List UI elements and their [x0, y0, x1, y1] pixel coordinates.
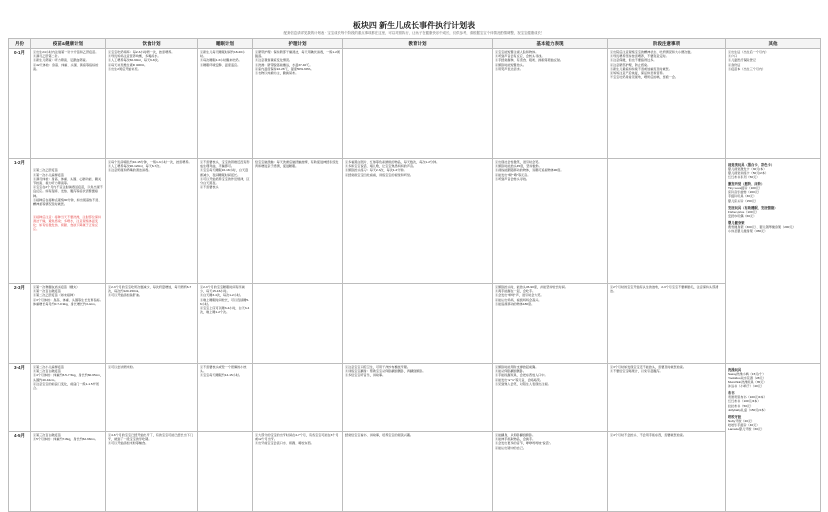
table-row: [9, 159, 821, 284]
care-cell: 给宝宝做抚触：每天洗澡后做抚触按摩，有助促进神经系统发育和增进亲子感情，促进睡眠。: [253, 159, 343, 284]
diet-cell: ①4-6个月的宝宝已经开始出牙了，有的宝宝可能已经长出下门牙，就到了一段宝宝的学吃期。 ②可以开始添加米粉等辅食。: [106, 432, 198, 512]
ability-cell: ①能翻身，从仰卧翻到俯卧。 ②能伸手抓取物品，会换手。 ③会发出更多的音节，咿咿呀呀地"说话"。 ④能认出镜中的自己。: [493, 432, 608, 512]
ability-cell: ①俯卧抬头时，能抬头45-90度，并能坚持较长时间。 ②两手能握在一起，会吃手。 ③会发出"咿呀"声，逗引时会大笑。 ④能认出妈妈，看到妈妈会高兴。 ⑤能追视移动的物体180度。: [493, 284, 608, 364]
notes-cell: ①2个月时的宝宝开始有认生的迹象，2-3个月宝宝不要剃胎毛，注意保持头部清洁。: [608, 284, 726, 364]
toy-item: 婴儿视觉训练卡（50元/2本）: [728, 171, 769, 176]
plan-table: [8, 38, 821, 512]
sleep-cell: ①不需要枕头，宝宝的颈椎还没有形成生理弯曲，平躺即可。 ②宝宝每天睡眠16-18小时，白天逐渐减少，夜间睡眠时间延长。 ③可以开始培养宝宝的作息规律，区分白天黑夜。 ④不需要枕头: [198, 159, 253, 284]
toy-item: 奇智奇思布书（100元/4本）: [728, 395, 767, 400]
toy-item: Sassy洗澡小鸭（15元/个）: [728, 372, 766, 376]
toy-item: 婴儿床头铃（150元）: [728, 198, 758, 203]
notes-cell: ①出院后注意观察宝宝的精神状态、吃奶情况和大小便次数。 ②母乳喂养坚持按需喂养，不要刻意定时。 ③注意保暖，但也不要捂得过多。 ④注意脐部护理，防止感染。 ⑤新生儿黄疸如持续不退或加重需及时就医。 ⑥妈妈注意产后恢复，保证休息和营养。 ⑦宝宝吐奶是常见现象，喂奶后拍嗝，竖抱一会。: [608, 49, 726, 159]
month-cell: 3-4月: [9, 364, 31, 432]
header-ability: 基本能力表现: [493, 39, 608, 49]
table-row: [9, 49, 821, 159]
care-cell: ①脐带护理：保持脐部干燥清洁，每天用碘伏消毒，一般1-2周脱落。 ②注意观察黄疸变化情况。 ③洗澡：脐带脱落前擦浴，水温37-40℃。 ④室内温度保持22-26℃，湿度50%-60%。 ⑤衣物以纯棉为主，勤换尿布。: [253, 49, 343, 159]
header-row: [9, 39, 821, 49]
care-cell: ①大部分的宝宝的出牙时间在4-7个月，有些宝宝可能在3个月或12个月出牙。 ②出牙前宝宝会流口水、烦躁、啃咬东西。: [253, 432, 343, 512]
header-sleep: 睡眠计划: [198, 39, 253, 49]
vaccine-cell: ①第一次脊髓灰质炎疫苗（糖丸） ②第一次百白破疫苗 ③第二次乙肝疫苗（如未接种） ④3个月体检：身高、体重、头围等生长发育指标。体重增长每月约0.7-0.9kg，身长增长约3-4cm。: [31, 284, 106, 364]
toy-item: 沐浴书（小鸭子）（40元）: [728, 384, 764, 389]
toy-category: 安抚玩具（有助睡眠、安抚情绪）: [728, 205, 778, 210]
diet-cell: ①可以尝试喂米粉。: [106, 364, 198, 432]
education-cell: 经常给宝宝看书、讲故事，培养宝宝的阅读兴趣。: [343, 432, 493, 512]
table-row: [9, 432, 821, 512]
education-cell: ①注意宝宝口腔卫生，可用干净纱布擦拭牙龈。 ②训练宝宝翻身：帮助宝宝从仰卧翻到侧卧，再翻到俯卧。 ③多给宝宝听音乐，讲故事。: [343, 364, 493, 432]
toy-group: [728, 414, 818, 431]
toy-group: [728, 181, 818, 202]
toy-item: 手摇铃玩具（30元）: [728, 194, 757, 199]
ability-cell: ①俯卧时能用肘支撑抬起前胸。 ②能从仰卧翻到侧卧。 ③手能抓握玩具，会把东西放入口中。 ④能发出"a""o"等元音，会咯咯笑。 ⑤见到熟人会笑，对陌生人表现出注视。: [493, 364, 608, 432]
other-cell: [726, 364, 821, 512]
toy-item: 红红布书（100元/4本）: [728, 399, 761, 404]
ability-cell: ①宝宝能短暂注视人脸和物体。 ②听到声音会有反应，会转头寻找。 ③手经常握拳，有觅食、吸吮、拥抱等原始反射。 ④俯卧时能短暂抬头。 ⑤用哭声表达需求。: [493, 49, 608, 159]
toy-category: 视觉类玩具（黑白卡、彩色卡）: [728, 163, 775, 167]
toy-item: 安抚巾玩偶（60元）: [728, 213, 757, 218]
education-cell: [343, 49, 493, 159]
sheet-subtitle: 配套信息请详见我的计划表 · 宝宝成长每个阶段的重点事项都在这里，可以对照执行，让孩子在健康快乐中成长，仅供参考，请根据宝宝个体情况酌情调整，祝宝宝健康成长！: [283, 31, 545, 35]
toy-item: Munchkin洗澡玩具（35元）: [728, 380, 767, 385]
month-cell: 1-2月: [9, 159, 31, 284]
header-education: 教育计划: [343, 39, 493, 49]
header-other: 其他: [726, 39, 821, 49]
sleep-cell: [198, 432, 253, 512]
month-cell: 0-1月: [9, 49, 31, 159]
header-month: 月份: [9, 39, 31, 49]
toy-item: 拉拉布书（50元）: [728, 403, 754, 408]
toy-group: [728, 162, 818, 179]
diet-cell: ①每个乳房哺乳约10-15分钟，一般1-3小时一次，按需喂养。 ②人工喂养每次90-120ml，每天6-7次。 ③注意奶瓶和奶嘴的清洁消毒。: [106, 159, 198, 284]
diet-cell: ①宝宝吃奶频率：每2-3小时喂一次，按需喂养。 ②母乳妈妈注意营养均衡，多喝汤水。 ③人工喂养每次60-90ml，每天6-8次。 ④每天补充维生素D 400IU。 ⑤出生2周后开始补充。: [106, 49, 198, 159]
toy-category: 婴儿健身架: [728, 220, 745, 225]
sleep-cell: ①2-3个月的宝宝睡眠时间有所减少，每天15-16小时。 ②白天睡3-4次，每次1-2小时。 ③晚上睡眠时间较长，可以连续睡5-6小时。 ④宝宝上床可以睡3-4小时，白天3-4次，晚上睡1-2个次。: [198, 284, 253, 364]
notes-cell: ①3个月时如发现宝宝还不能抬头，需要及时就医检查。 ②不要给宝宝喝果汁，以免引起腹泻。: [608, 364, 726, 432]
table-row: [9, 284, 821, 364]
care-cell: [253, 364, 343, 432]
month-cell: 2-3月: [9, 284, 31, 364]
education-cell: [343, 284, 493, 364]
header-diet: 饮食计划: [106, 39, 198, 49]
notes-cell: ①4个月时不会抬头、不会用手抓东西，需要就医检查。: [608, 432, 726, 512]
toy-category: 洗澡玩具: [728, 368, 742, 372]
header-care: 护理计划: [253, 39, 343, 49]
toy-item: Fisher-price（100元）: [728, 209, 759, 214]
toy-group: [728, 220, 818, 233]
sleep-cell: ①新生儿每天睡眠时间约18-20小时。 ②每次睡眠2-3小时醒来吃奶。 ③睡眠环境安静、温度适宜。: [198, 49, 253, 159]
diet-cell: ①2-3个月的宝宝吃奶次数减少，每次奶量增加，每天喂奶6-7次，每次约120-150ml。 ②可以开始添加鱼肝油。: [106, 284, 198, 364]
toy-item: 红红布书系列（50元）: [728, 175, 760, 180]
table-row: [9, 364, 821, 432]
notes-cell: [608, 159, 726, 284]
toy-group: [728, 367, 818, 388]
header-vaccine: 疫苗&健康计划: [31, 39, 106, 49]
toy-item: 婴儿视觉激发卡（30元/本）: [728, 167, 767, 171]
toy-item: 费雪健身架（300元）、婴儿钢琴健身架（200元）: [728, 224, 796, 229]
toy-category: 激发听觉（摇铃、床铃）: [728, 182, 765, 187]
toy-item: 床铃音乐旋转（200元）: [728, 190, 762, 195]
toy-item: 小伟圣婴儿健身架（450元）: [728, 228, 768, 233]
toy-item: Nuby牙胶（20元）: [728, 418, 755, 423]
toy-category: 咬咬牙胶: [728, 414, 742, 419]
care-cell: [253, 284, 343, 364]
other-cell: ①出生证（出生后一个月内） ②户口 ③儿童医疗保险登记 ④身份证 ⑤疫苗本（出生三个月内）: [726, 49, 821, 159]
toy-item: Tiny Love摇铃（100元）: [728, 186, 762, 191]
ability-cell: ①出现社会性微笑，逗引时会笑。 ②俯卧时能抬头45度，坚持数秒。 ③视线能跟随移动的物体，双眼可追视物体90度。 ④能发出"啊""哦"等元音。 ⑤听到声音会转头寻找。: [493, 159, 608, 284]
toy-item: Lamaze婴儿牙胶（60元）: [728, 426, 765, 431]
toy-category: 布书: [728, 391, 735, 396]
vaccine-cell: ①出生24小时内注射第一针卡介苗和乙肝疫苗。 ②满月乙肝第二针。 ③新生儿筛查：听力筛查、足跟血筛查。 ④42天体检：身高、体重、头围、黄疸等指标检查。: [31, 49, 106, 159]
vaccine-cell: ①第二次小儿麻痹疫苗 ②第二次百白破疫苗 ③4个月体检：体重约6.5-7.5kg，身长约60-65cm，头围约40-42cm。 ④注意宝宝的前囟门变化，前囟门一般1-1.5岁闭合。: [31, 364, 106, 432]
education-cell: ①多看黑白图片、红球等色彩鲜艳的物品，每天数次，每次1-2分钟。 ②多和宝宝说话、唱儿歌，让宝宝熟悉妈妈的声音。 ③俯卧抬头练习：每天2-3次，每次1-2分钟。 ④经常抱宝宝四处看看，训练宝宝的视觉和听觉。: [343, 159, 493, 284]
vaccine-cell: ①第三次百白破疫苗 ②5个月体检：体重约7-8kg，身长约62-68cm。: [31, 432, 106, 512]
vaccine-text: ①第二次乙肝疫苗 ②第一次小儿麻痹疫苗 ③满月体检：身高、体重、头围、心肺功能、髋关节检查、视力听力筛查等。 ④宝宝在2个月内不宜注射减毒活疫苗，以免出现不良反应。如有湿疹、发热、腹泻等症状需暂缓接种。 ⑤接种后在接种点观察30分钟，如出现高热不退、精神差等情况及时就医。: [33, 168, 103, 207]
header-notes: 阶段注意事项: [608, 39, 726, 49]
toy-item: 咬咬乐手摇铃（40元）: [728, 422, 760, 427]
month-cell: 4-5月: [9, 432, 31, 512]
sleep-cell: ①不需要枕头或垫一个很薄的小枕头。 ②宝宝每天睡眠约14-15小时。: [198, 364, 253, 432]
vaccine-cell: [31, 159, 106, 284]
toy-group: [728, 390, 818, 411]
other-cell: [726, 159, 821, 364]
toy-item: Yookidoo戏水花洒（28元）: [728, 376, 766, 381]
toy-group: [728, 205, 818, 218]
toy-item: Jollybaby礼盒（150元/4本）: [728, 407, 768, 412]
sheet-title: 板块四 新生儿成长事件执行计划表: [352, 21, 476, 30]
vaccine-warning-text: ⑥接种后注意：接种当天不要洗澡，注射部位保持清洁干燥，避免感染；多喂水，注意观察体温变化；如有轻微发热、烦躁、食欲下降属于正常反应。: [33, 214, 102, 232]
